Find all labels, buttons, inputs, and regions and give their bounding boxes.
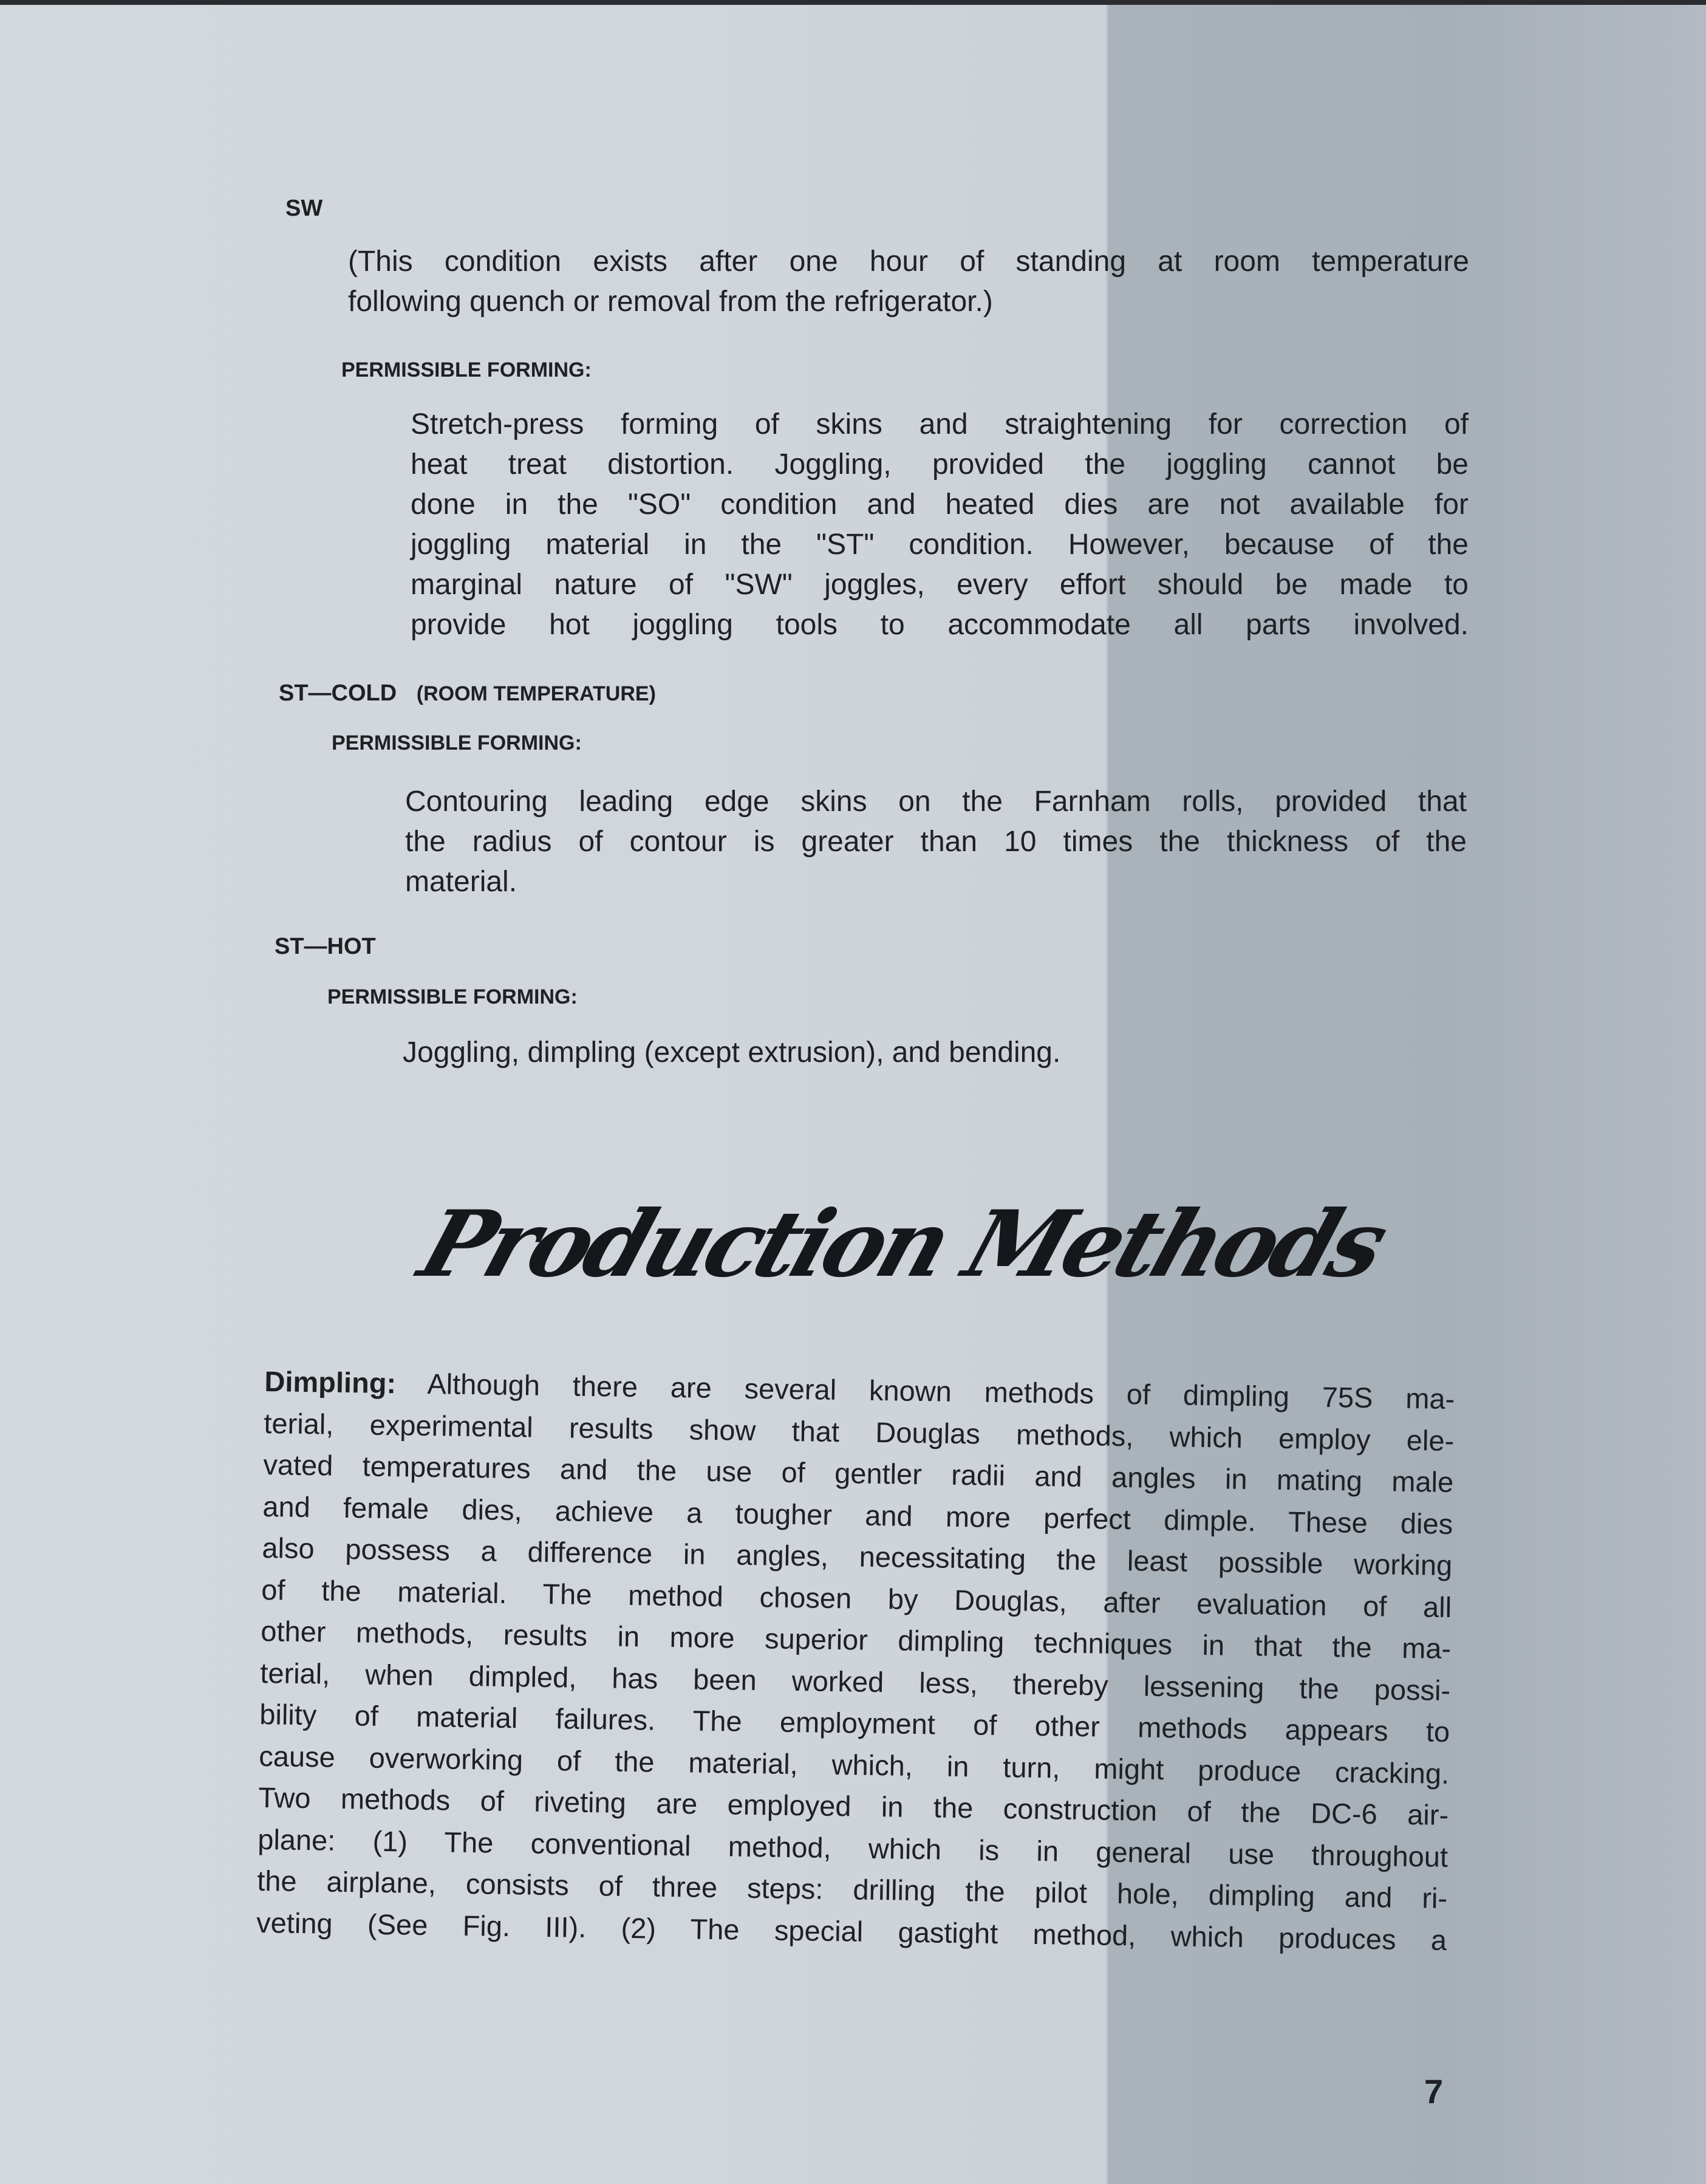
text-line: cause overworking of the material, which, in turn, might produce cracking.	[258, 1739, 1450, 1790]
st-cold-forming-text	[405, 782, 1467, 902]
text-line: and female dies, achieve a tougher and more perfect dimple. These dies	[262, 1490, 1453, 1540]
dimpling-lead: Dimpling:	[264, 1364, 397, 1400]
text-line: heat treat distortion. Joggling, provided the joggling cannot be	[411, 448, 1469, 481]
sw-heading: SW	[285, 196, 323, 221]
st-hot-heading: ST—HOT	[275, 934, 376, 959]
page-number: 7	[1424, 2072, 1444, 2110]
st-hot-forming-text	[403, 1033, 1060, 1073]
production-methods-title: Production Methods	[408, 1191, 1396, 1298]
text-line: marginal nature of "SW" joggles, every effort should be made to	[411, 569, 1469, 601]
text-line: Two methods of riveting are employed in the construction of the DC-6 air-	[258, 1781, 1449, 1831]
text-line: of the material. The method chosen by Douglas, after evaluation of all	[261, 1573, 1452, 1623]
text-line: (This condition exists after one hour of standing at room temperature	[348, 245, 1469, 278]
text-line: Stretch-press forming of skins and straightening for correction of	[411, 408, 1469, 440]
permissible-forming-label: PERMISSIBLE FORMING:	[332, 731, 582, 755]
text-line: vated temperatures and the use of gentler radii and angles in mating male	[263, 1448, 1454, 1499]
text-line: material.	[405, 866, 517, 898]
text-line: bility of material failures. The employment of other methods appears to	[259, 1697, 1450, 1748]
text-line: joggling material in the "ST" condition. However, because of the	[411, 529, 1469, 561]
text-line: the airplane, consists of three steps: drilling the pilot hole, dimpling and ri-	[256, 1864, 1448, 1914]
st-cold-heading	[279, 680, 656, 707]
text-line: terial, experimental results show that Douglas methods, which employ ele-	[264, 1406, 1455, 1457]
text-line: Joggling, dimpling (except extrusion), and bending.	[403, 1036, 1061, 1069]
sw-forming-text	[411, 405, 1469, 645]
text-line: veting (See Fig. III). (2) The special gastight method, which produces a	[256, 1906, 1447, 1956]
text-line: terial, when dimpled, has been worked less, thereby lessening the possi-	[259, 1656, 1451, 1706]
permissible-forming-label: PERMISSIBLE FORMING:	[327, 985, 578, 1008]
text-line: following quench or removal from the refrigerator.)	[348, 286, 993, 318]
dimpling-paragraph	[256, 1361, 1455, 1961]
permissible-forming-label: PERMISSIBLE FORMING:	[341, 358, 592, 382]
st-cold-title: ST—COLD	[279, 680, 397, 706]
text-line: done in the "SO" condition and heated dies are not available for	[411, 488, 1469, 521]
text-line: also possess a difference in angles, necessitating the least possible working	[262, 1531, 1453, 1582]
text-line-content: Although there are several known methods of dimpling 75S ma-	[427, 1367, 1455, 1415]
sw-note	[348, 242, 1469, 322]
text-line: the radius of contour is greater than 10 times the thickness of the	[405, 826, 1467, 858]
text-line: other methods, results in more superior dimpling techniques in that the ma-	[261, 1614, 1452, 1665]
scan-edge	[0, 0, 1706, 5]
text-line: Contouring leading edge skins on the Farnham rolls, provided that	[405, 786, 1467, 818]
text-line: provide hot joggling tools to accommodate all parts involved.	[411, 609, 1469, 641]
st-cold-note: (ROOM TEMPERATURE)	[416, 682, 656, 705]
text-line: plane: (1) The conventional method, which is in general use throughout	[257, 1823, 1448, 1873]
